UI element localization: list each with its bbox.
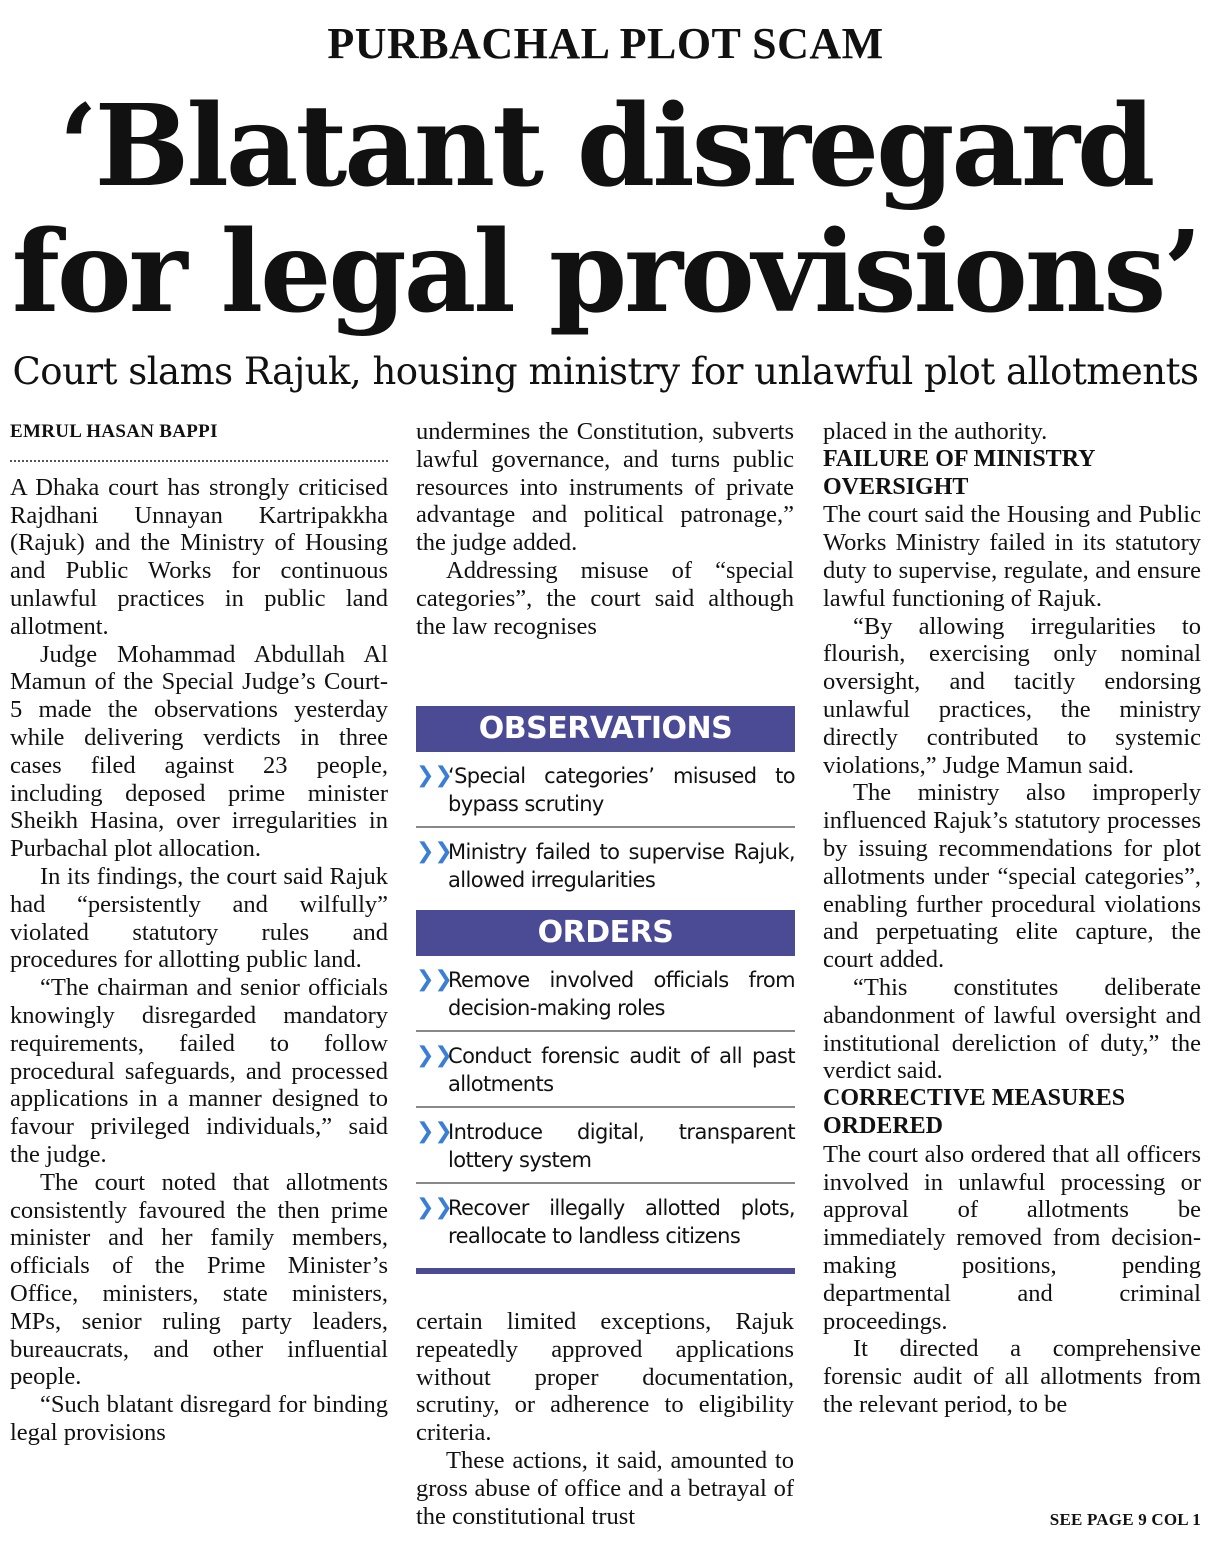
headline-line-2: for legal provisions’	[11, 207, 1200, 338]
paragraph: placed in the authority.	[823, 418, 1048, 445]
column-3	[823, 418, 1201, 1419]
list-item-text: ‘Special categories’ misused to bypass scrutiny	[448, 764, 795, 816]
list-item	[416, 956, 795, 1032]
paragraph: The court noted that allotments consistently favoured the then prime minister and her family members, officials of the Prime Minister’s Office, ministers, state ministers, MPs, senior ruling party leaders, bureaucrats, and other influential people.	[10, 1168, 388, 1391]
double-chevron-icon: ❯❯	[416, 967, 453, 992]
list-item	[416, 828, 795, 910]
paragraph: A Dhaka court has strongly criticised Rajdhani Unnayan Kartripakkha (Rajuk) and the Ministry of Housing and Public Works for continuous unlawful practices in public land allotment.	[10, 473, 388, 640]
paragraph: The ministry also improperly influenced Rajuk’s statutory processes by issuing recommendations for plot allotments under “special categories”, enabling further procedural violations and perpetuating elite capture, the court added.	[823, 779, 1201, 974]
double-chevron-icon: ❯❯	[416, 763, 453, 788]
column-2-top	[416, 418, 794, 640]
double-chevron-icon: ❯❯	[416, 1043, 453, 1068]
byline: EMRUL HASAN BAPPI	[10, 418, 388, 462]
list-item-text: Conduct forensic audit of all past allotments	[448, 1044, 795, 1096]
double-chevron-icon: ❯❯	[416, 1119, 453, 1144]
column-2-bottom	[416, 1308, 794, 1530]
paragraph: Judge Mohammad Abdullah Al Mamun of the Special Judge’s Court-5 made the observations yesterday while delivering verdicts in three cases filed against 23 people, including deposed prime minister Sheikh Hasina, over irregularities in Purbachal plot allocation.	[10, 640, 388, 863]
headline	[0, 81, 1211, 338]
paragraph: It directed a comprehensive forensic audit of all allotments from the relevant period, to be	[823, 1335, 1201, 1418]
paragraph: The court also ordered that all officers involved in unlawful processing or approval of allotments be immediately removed from decision-making positions, pending departmental and criminal proceedings.	[823, 1140, 1201, 1335]
double-chevron-icon: ❯❯	[416, 839, 453, 864]
headline-line-1: ‘Blatant disregard	[58, 81, 1153, 212]
paragraph: undermines the Constitution, subverts lawful governance, and turns public resources into instruments of private advantage and political patronage,” the judge added.	[416, 418, 794, 557]
paragraph: certain limited exceptions, Rajuk repeatedly approved applications without proper documentation, scrutiny, or adherence to eligibility criteria.	[416, 1308, 794, 1447]
continuation-jump: SEE PAGE 9 COL 1	[1049, 1510, 1201, 1529]
paragraph: The court said the Housing and Public Works Ministry failed in its statutory duty to supervise, regulate, and ensure lawful functioning of Rajuk.	[823, 501, 1201, 612]
double-chevron-icon: ❯❯	[416, 1195, 453, 1220]
list-item	[416, 1108, 795, 1184]
paragraph: In its findings, the court said Rajuk had “persistently and wilfully” violated statutory rules and procedures for allotting public land.	[10, 862, 388, 974]
kicker: PURBACHAL PLOT SCAM	[327, 19, 884, 68]
box-bottom-rule	[416, 1268, 795, 1274]
summary-box	[416, 706, 795, 1274]
list-item	[416, 1184, 795, 1258]
paragraph: “By allowing irregularities to flourish, exercising only nominal oversight, and tacitly endorsing unlawful practices, the ministry directly contributed to systemic violations,” Judge Mamun said.	[823, 612, 1201, 779]
paragraph: “Such blatant disregard for binding legal provisions	[10, 1391, 388, 1446]
list-item-text: Ministry failed to supervise Rajuk, allowed irregularities	[448, 840, 795, 892]
list-item-text: Introduce digital, transparent lottery system	[448, 1120, 795, 1172]
paragraph: These actions, it said, amounted to gross abuse of office and a betrayal of the constitutional trust	[416, 1446, 794, 1530]
orders-header: ORDERS	[416, 910, 795, 956]
paragraph: Addressing misuse of “special categories”, the court said although the law recognises	[416, 556, 794, 640]
column-1	[10, 418, 388, 1447]
list-item-text: Recover illegally allotted plots, reallocate to landless citizens	[448, 1196, 795, 1248]
section-heading: CORRECTIVE MEASURES ORDERED	[823, 1085, 1126, 1139]
observations-header: OBSERVATIONS	[416, 706, 795, 752]
paragraph: “This constitutes deliberate abandonment of lawful oversight and institutional dereliction of duty,” the verdict said.	[823, 973, 1201, 1085]
list-item	[416, 1032, 795, 1108]
section-heading: FAILURE OF MINISTRY OVERSIGHT	[823, 445, 1095, 500]
list-item-text: Remove involved officials from decision-making roles	[448, 968, 795, 1020]
subheadline: Court slams Rajuk, housing ministry for unlawful plot allotments	[12, 350, 1199, 393]
list-item	[416, 752, 795, 828]
paragraph: “The chairman and senior officials knowingly disregarded mandatory requirements, failed to follow procedural safeguards, and processed applications in a manner designed to favour privileged individuals,” said the judge.	[10, 974, 388, 1168]
